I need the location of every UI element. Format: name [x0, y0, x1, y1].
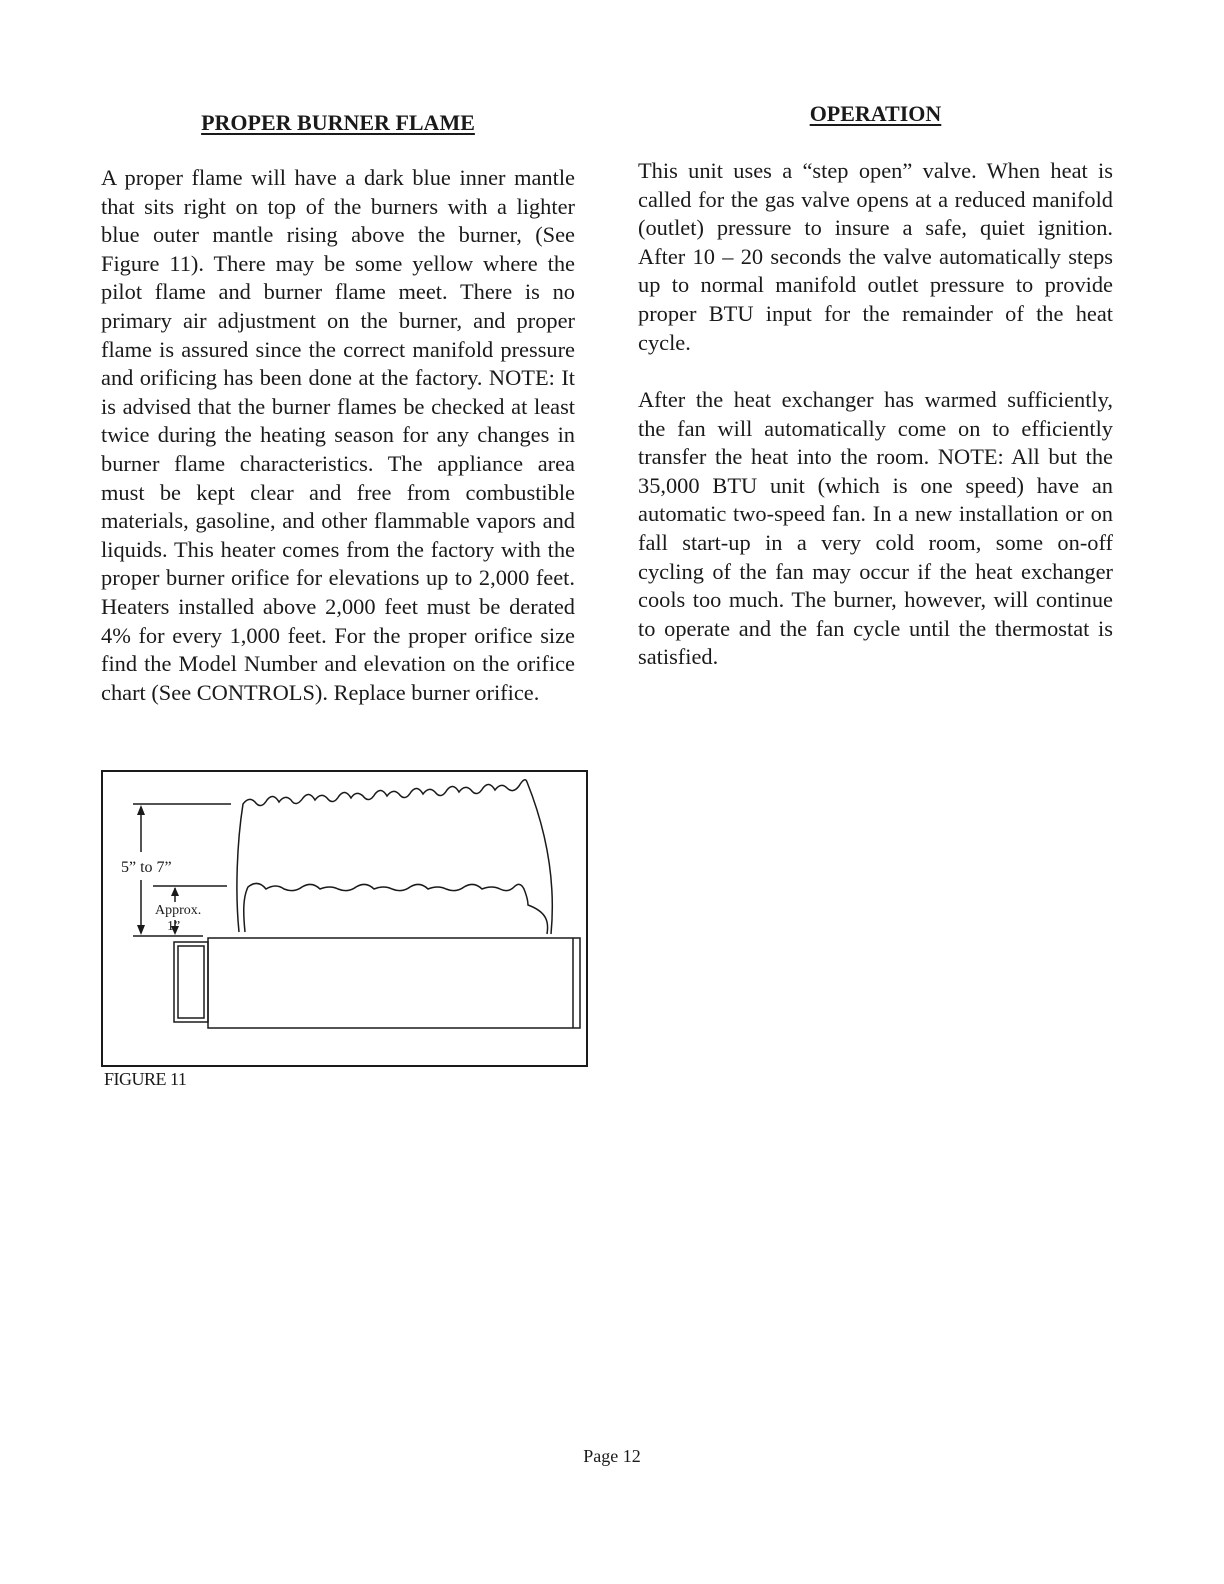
burner-body	[208, 938, 580, 1028]
right-paragraph-1: This unit uses a “step open” valve. When heat is called for the gas valve opens at a reduced manifold (outlet) pressure to insure a safe, quiet ignition. After 10 – 20 seconds the valve automatically steps up to normal manifold outlet pressure to provide proper BTU input for the remainder of the heat cycle.	[638, 158, 1113, 355]
left-heading: PROPER BURNER FLAME	[201, 110, 475, 135]
burner-inlet-inner	[178, 946, 204, 1018]
burner-inlet	[174, 942, 208, 1022]
page-number: Page 12	[583, 1446, 641, 1466]
outer-dimension-label: 5” to 7”	[121, 859, 172, 876]
inner-dimension-label: Approx.	[155, 903, 202, 918]
inner-flame-mantle	[244, 883, 548, 934]
down-arrowhead-outer	[137, 925, 145, 935]
left-paragraph: A proper flame will have a dark blue inner mantle that sits right on top of the burners with a lighter blue outer mantle rising above the burner, (See Figure 11). There may be some yellow where the pilot flame and burner flame meet. There is no primary air adjustment on the burner, and proper flame is assured since the correct manifold pressure and orificing has been done at the factory. NOTE: It is advised that the burner flames be checked at least twice during the heating season for any changes in burner flame characteristics. The appliance area must be kept clear and free from combustible materials, gasoline, and other flammable vapors and liquids. This heater comes from the factory with the proper burner orifice for elevations up to 2,000 feet. Heaters installed above 2,000 feet must be derated 4% for every 1,000 feet. For the proper orifice size find the Model Number and elevation on the orifice chart (See CONTROLS). Replace burner orifice.	[101, 165, 575, 705]
right-heading: OPERATION	[809, 101, 942, 126]
outer-flame-mantle	[237, 780, 552, 934]
up-arrowhead-inner	[171, 887, 179, 896]
figure-caption: FIGURE 11	[104, 1069, 187, 1089]
inner-dimension-value: 1”	[167, 919, 181, 934]
burner-flame-diagram	[103, 772, 586, 1065]
up-arrowhead-outer	[137, 805, 145, 815]
right-paragraph-2: After the heat exchanger has warmed sufficiently, the fan will automatically come on to efficiently transfer the heat into the room. NOTE: All but the 35,000 BTU unit (which is one speed) have an automatic two-speed fan. In a new installation or on fall start-up in a very cold room, some on-off cycling of the fan may occur if the heat exchanger cools too much. The burner, however, will continue to operate and the fan cycle until the thermostat is satisfied.	[638, 387, 1113, 670]
burner-flame-figure	[101, 770, 588, 1067]
